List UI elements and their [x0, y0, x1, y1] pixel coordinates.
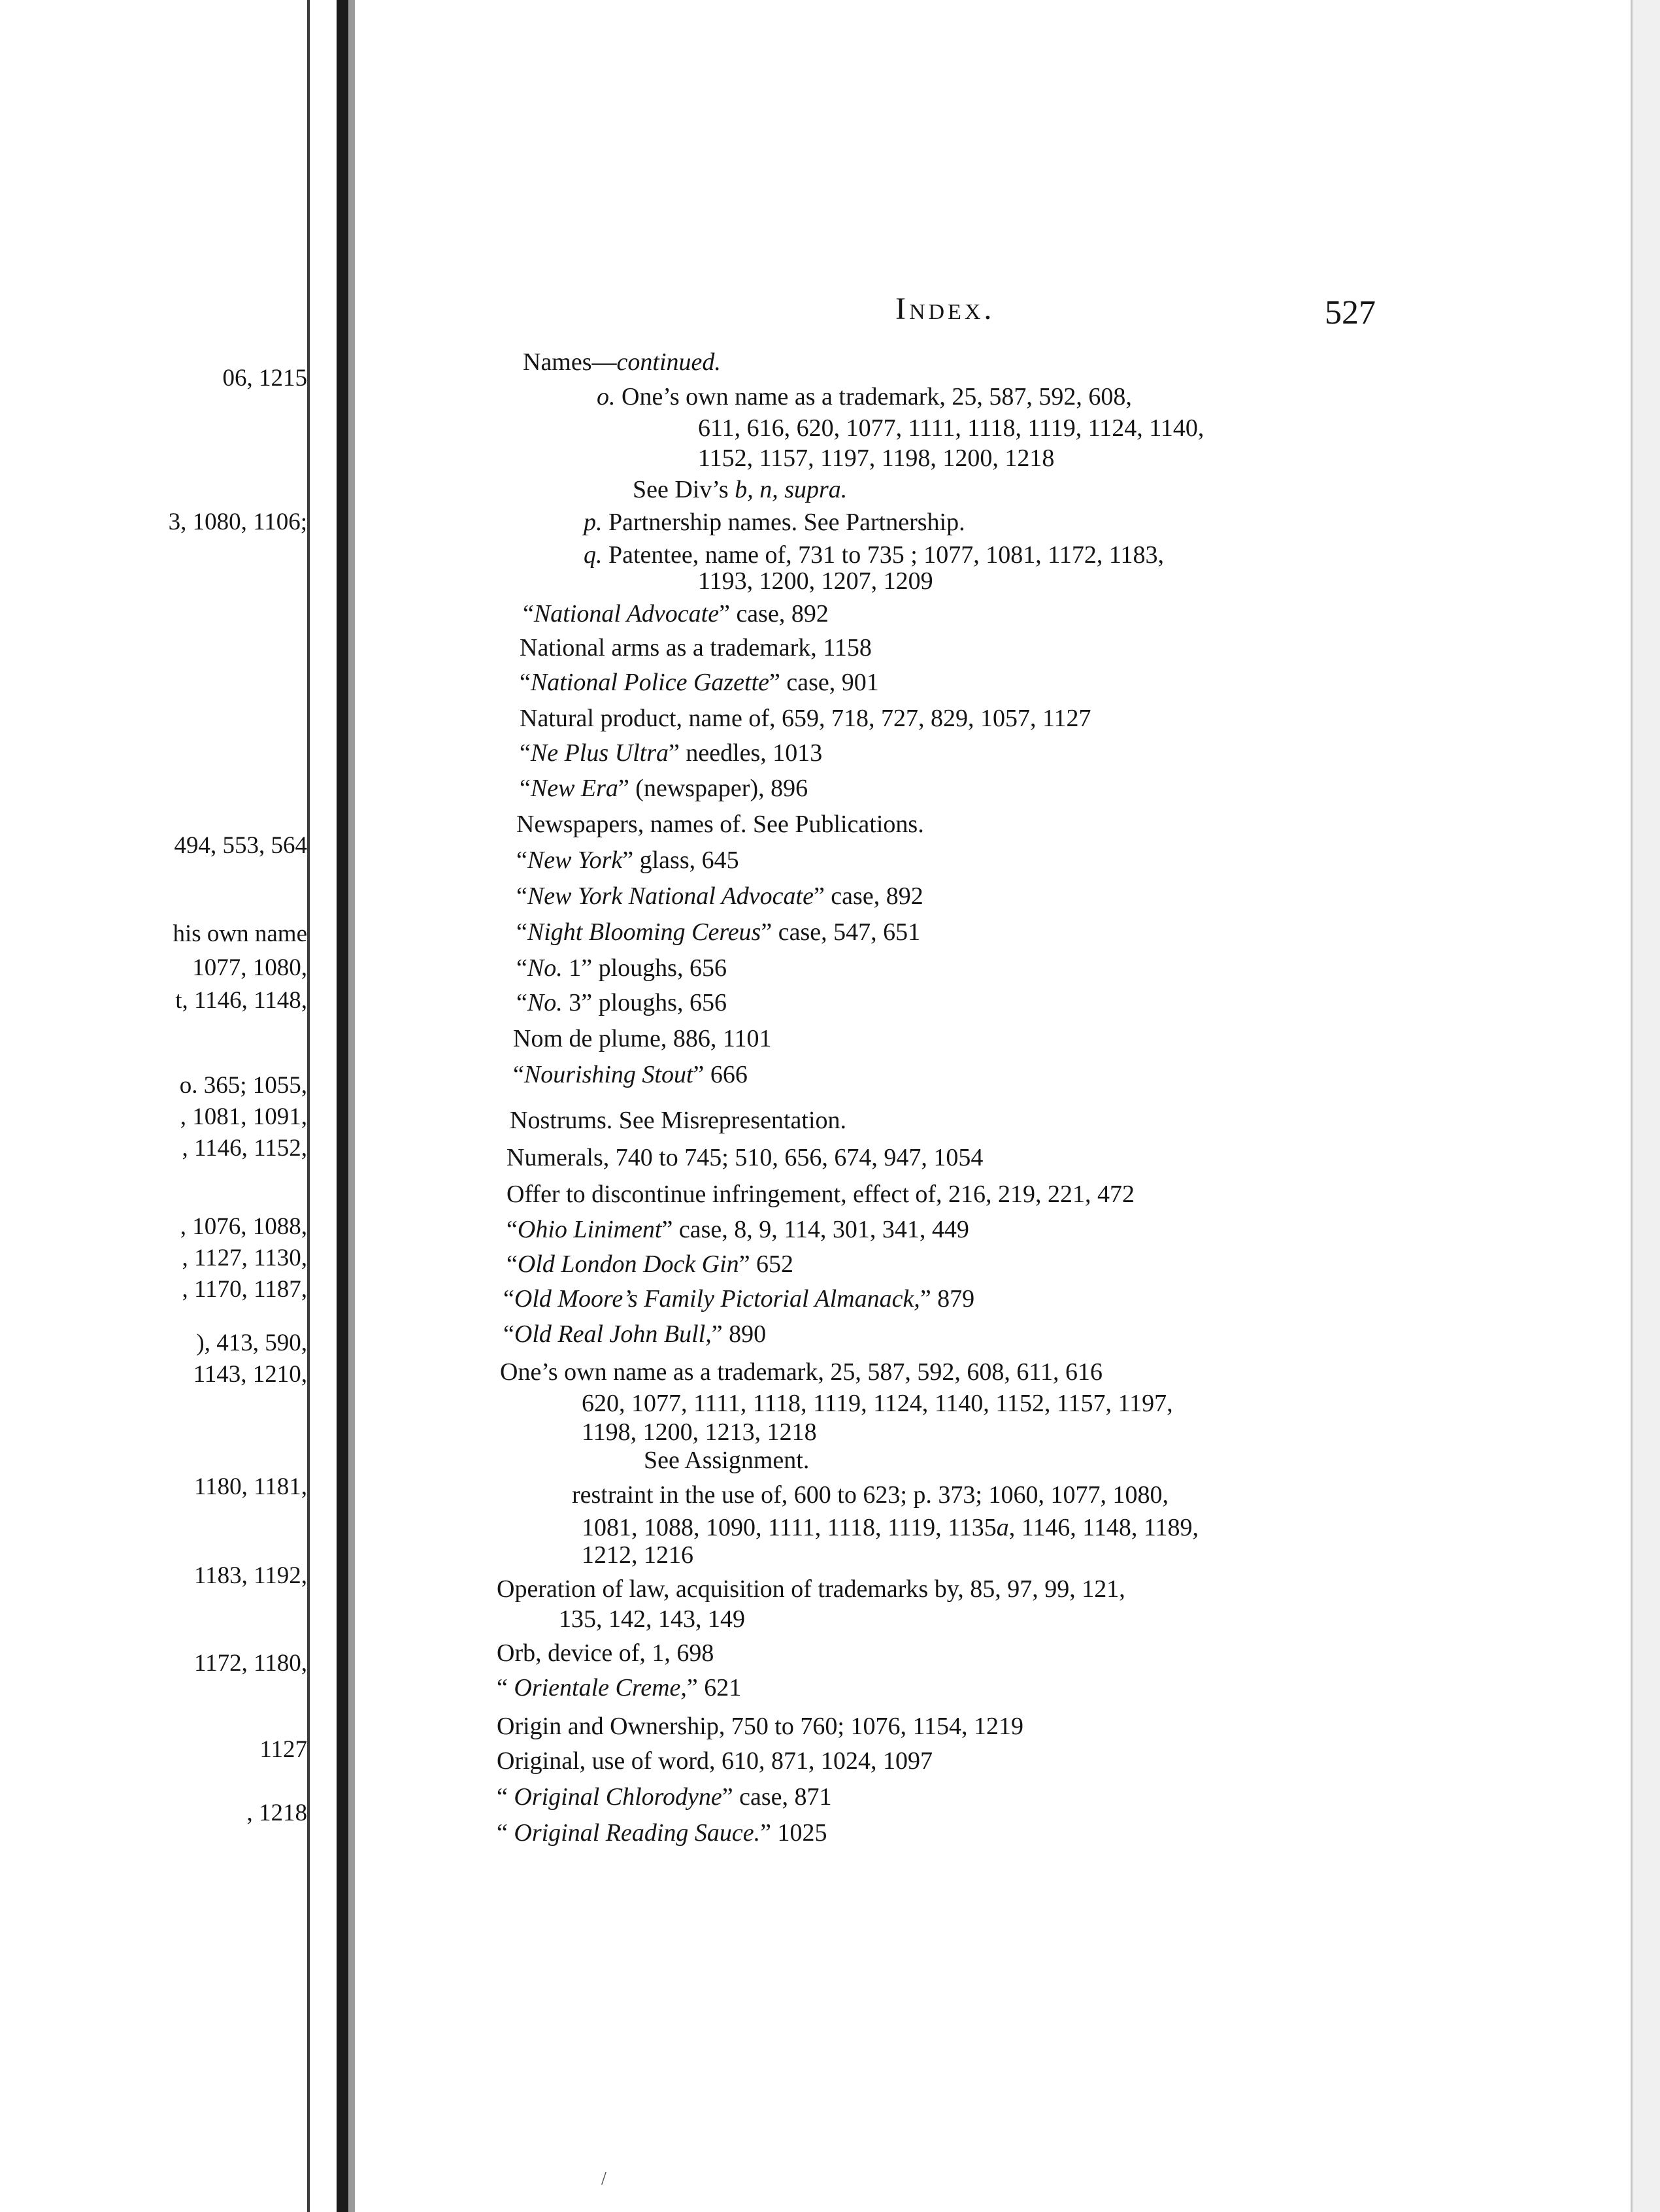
entry-text: “ — [513, 1061, 524, 1088]
entry-text: Offer to discontinue infringement, effect of, 216, 219, 221, 472 — [506, 1181, 1135, 1208]
entry-text: Partnership names. See Partnership. — [602, 509, 965, 536]
index-entry-operation-of-law-1 — [497, 1577, 1125, 1601]
entry-text: 1” ploughs, 656 — [562, 954, 727, 982]
entry-text: Orb, device of, 1, 698 — [497, 1639, 714, 1667]
entry-text: ” case, 547, 651 — [761, 918, 921, 946]
left-page-line: 494, 553, 564 — [174, 832, 307, 859]
index-entry-names-q-1 — [584, 543, 1164, 567]
index-entry-ohio-liniment — [506, 1217, 969, 1242]
index-entry-names-o-1 — [597, 384, 1132, 409]
index-entry-ones-own-name-1 — [500, 1360, 1103, 1384]
entry-text: ” needles, 1013 — [669, 739, 823, 767]
index-entry-new-york-national-advocate — [516, 884, 923, 909]
entry-text-italic: Original Reading Sauce. — [514, 1819, 761, 1847]
entry-text-italic: National Police Gazette — [530, 669, 770, 696]
entry-text: Patentee, name of, 731 to 735 ; 1077, 1081, 1172, 1183, — [602, 541, 1164, 569]
entry-text: “ — [497, 1674, 514, 1701]
entry-text: “ — [516, 954, 527, 982]
left-page-line: , 1081, 1091, — [180, 1103, 307, 1130]
entry-text: ” 652 — [739, 1250, 794, 1278]
entry-text: Nom de plume, 886, 1101 — [513, 1025, 772, 1052]
index-entry-national-arms — [520, 635, 872, 660]
entry-text: “ — [520, 739, 531, 767]
index-entry-original-reading-sauce — [497, 1820, 827, 1845]
entry-text: 611, 616, 620, 1077, 1111, 1118, 1119, 1124, 1140, — [698, 414, 1204, 442]
entry-text-italic: Old Real John Bull, — [514, 1320, 712, 1348]
index-entry-national-advocate — [523, 601, 829, 626]
index-entry-names-q-2 — [698, 569, 933, 594]
index-entry-orb — [497, 1641, 714, 1666]
left-page-line: , 1127, 1130, — [182, 1245, 307, 1271]
left-page-line: 3, 1080, 1106; — [168, 509, 307, 535]
index-entry-names-continued — [523, 350, 721, 375]
entry-text: “ — [503, 1320, 514, 1348]
left-page-line: his own name — [173, 920, 307, 947]
index-entry-newspapers — [516, 812, 924, 837]
entry-text: “ — [520, 775, 531, 802]
entry-text: restraint in the use of, 600 to 623; p. 373; 1060, 1077, 1080, — [572, 1481, 1169, 1509]
entry-text: See Assignment. — [644, 1447, 810, 1474]
entry-text-italic: Original Chlorodyne — [514, 1783, 722, 1811]
entry-text: 1152, 1157, 1197, 1198, 1200, 1218 — [698, 444, 1055, 472]
entry-text-italic: Nourishing Stout — [523, 1061, 693, 1088]
index-entry-nom-de-plume — [513, 1026, 771, 1051]
entry-text-italic: Night Blooming Cereus — [527, 918, 761, 946]
left-page-line: t, 1146, 1148, — [175, 987, 307, 1014]
entry-text: 620, 1077, 1111, 1118, 1119, 1124, 1140, 1152, 1157, 1197, — [582, 1390, 1173, 1417]
entry-text: ” 890 — [711, 1320, 767, 1348]
entry-text-italic: p. — [584, 509, 603, 536]
left-page-line: 1077, 1080, — [192, 954, 307, 981]
entry-text: 1212, 1216 — [582, 1541, 693, 1569]
entry-text: One’s own name as a trademark, 25, 587, 592, 608, — [615, 383, 1132, 411]
entry-text-italic: No. — [527, 989, 563, 1016]
entry-text: ” glass, 645 — [622, 846, 739, 874]
left-page-line: , 1170, 1187, — [182, 1276, 307, 1303]
index-entry-restraint-2 — [582, 1515, 1199, 1540]
entry-text-italic: Orientale Creme, — [514, 1674, 687, 1701]
entry-text: 1081, 1088, 1090, 1111, 1118, 1119, 1135 — [582, 1514, 997, 1541]
index-entry-origin-and-ownership — [497, 1714, 1023, 1739]
left-page-line: , 1076, 1088, — [180, 1213, 307, 1240]
left-page-line: , 1218 — [246, 1800, 307, 1826]
entry-text-italic: a — [996, 1514, 1009, 1541]
entry-text: 3” ploughs, 656 — [562, 989, 727, 1016]
left-page-line: 1180, 1181, — [193, 1473, 307, 1500]
entry-text: ” 1025 — [760, 1819, 827, 1847]
index-entry-operation-of-law-2 — [559, 1607, 745, 1632]
entry-text-italic: Old London Dock Gin — [517, 1250, 739, 1278]
entry-text: Numerals, 740 to 745; 510, 656, 674, 947, 1054 — [506, 1144, 984, 1171]
entry-text: 1193, 1200, 1207, 1209 — [698, 567, 933, 595]
index-entry-old-real-john-bull — [503, 1322, 766, 1347]
entry-text-italic: New Era — [530, 775, 618, 802]
entry-text-italic: q. — [584, 541, 603, 569]
entry-text: “ — [516, 846, 527, 874]
left-page-line: ), 413, 590, — [196, 1330, 307, 1356]
entry-text: “ — [497, 1783, 514, 1811]
page-number: 527 — [1325, 294, 1376, 331]
entry-text: ” case, 892 — [719, 600, 829, 628]
entry-text: “ — [506, 1216, 518, 1243]
index-entry-offer-to-discontinue — [506, 1182, 1135, 1207]
entry-text-italic: continued. — [616, 348, 721, 376]
entry-text-italic: b, n, supra. — [735, 476, 848, 503]
entry-text-italic: Old Moore’s Family Pictorial Almanack, — [514, 1285, 920, 1313]
entry-text: “ — [516, 989, 527, 1016]
index-entry-no-3-ploughs — [516, 990, 727, 1015]
index-entry-ones-own-name-2 — [582, 1391, 1173, 1416]
index-entry-ones-own-name-see — [644, 1448, 809, 1473]
index-entry-nourishing-stout — [513, 1062, 748, 1087]
index-entry-orientale-creme — [497, 1675, 741, 1700]
left-page-line: o. 365; 1055, — [179, 1072, 307, 1099]
entry-text-italic: No. — [527, 954, 563, 982]
entry-text-italic: Ohio Liniment — [517, 1216, 662, 1243]
index-entry-no-1-ploughs — [516, 956, 727, 980]
entry-text: , 1146, 1148, 1189, — [1008, 1514, 1199, 1541]
entry-text: 135, 142, 143, 149 — [559, 1605, 745, 1633]
entry-text: ” 621 — [686, 1674, 742, 1701]
entry-text-italic: National Advocate — [533, 600, 720, 628]
index-entry-new-era — [520, 776, 808, 801]
entry-text: Original, use of word, 610, 871, 1024, 1097 — [497, 1747, 933, 1775]
entry-text: “ — [520, 669, 531, 696]
left-page-line: 1143, 1210, — [193, 1361, 307, 1388]
index-entry-night-blooming-cereus — [516, 920, 920, 945]
left-page-line: 06, 1215 — [222, 365, 307, 392]
index-entry-names-o-3 — [698, 446, 1054, 471]
index-entry-old-moores-almanack — [503, 1286, 974, 1311]
entry-text: 1198, 1200, 1213, 1218 — [582, 1418, 817, 1446]
entry-text-italic: Ne Plus Ultra — [530, 739, 669, 767]
entry-text-italic: New York — [527, 846, 623, 874]
entry-text: Natural product, name of, 659, 718, 727, 829, 1057, 1127 — [520, 705, 1091, 732]
index-entry-original-chlorodyne — [497, 1785, 832, 1809]
scan-mark: / — [601, 2169, 606, 2189]
entry-text: ” (newspaper), 896 — [618, 775, 808, 802]
entry-text: One’s own name as a trademark, 25, 587, 592, 608, 611, 616 — [500, 1358, 1103, 1386]
entry-text: Operation of law, acquisition of trademarks by, 85, 97, 99, 121, — [497, 1575, 1125, 1603]
entry-text: ” case, 871 — [722, 1783, 832, 1811]
entry-text-italic: New York National Advocate — [527, 882, 814, 910]
index-entry-names-o-2 — [698, 416, 1204, 441]
entry-text: “ — [506, 1250, 518, 1278]
index-entry-numerals — [506, 1145, 983, 1170]
entry-text: “ — [503, 1285, 514, 1313]
entry-text: Nostrums. See Misrepresentation. — [510, 1107, 847, 1134]
index-entry-old-london-dock-gin — [506, 1252, 793, 1277]
left-page-line: 1183, 1192, — [193, 1562, 307, 1589]
left-page-line: , 1146, 1152, — [182, 1135, 307, 1162]
index-entry-names-o-see — [633, 477, 847, 502]
left-page-line: 1127 — [259, 1736, 307, 1763]
index-entry-nostrums — [510, 1108, 846, 1133]
index-entry-restraint-3 — [582, 1543, 693, 1567]
entry-text: ” case, 8, 9, 114, 301, 341, 449 — [661, 1216, 969, 1243]
entry-text: Names— — [523, 348, 617, 376]
entry-text: See Div’s — [633, 476, 735, 503]
entry-text: ” 666 — [693, 1061, 748, 1088]
index-entry-ones-own-name-3 — [582, 1420, 817, 1445]
index-entry-natural-product — [520, 706, 1091, 731]
entry-text: “ — [497, 1819, 514, 1847]
page-title: Index. — [895, 292, 995, 326]
index-entry-ne-plus-ultra — [520, 741, 822, 765]
entry-text: ” 879 — [920, 1285, 975, 1313]
entry-text: ” case, 892 — [813, 882, 923, 910]
entry-text: Origin and Ownership, 750 to 760; 1076, 1154, 1219 — [497, 1713, 1024, 1740]
entry-text: “ — [523, 600, 534, 628]
index-entry-original-use-of-word — [497, 1749, 933, 1773]
index-entry-national-police-gazette — [520, 670, 879, 695]
entry-text: National arms as a trademark, 1158 — [520, 634, 872, 662]
index-entry-names-p — [584, 510, 965, 535]
entry-text: “ — [516, 882, 527, 910]
entry-text-italic: o. — [597, 383, 616, 411]
index-entry-restraint-1 — [572, 1483, 1169, 1507]
entry-text: “ — [516, 918, 527, 946]
left-page-line: 1172, 1180, — [193, 1650, 307, 1677]
entry-text: Newspapers, names of. See Publications. — [516, 811, 924, 838]
entry-text: ” case, 901 — [769, 669, 879, 696]
index-entry-new-york-glass — [516, 848, 739, 873]
